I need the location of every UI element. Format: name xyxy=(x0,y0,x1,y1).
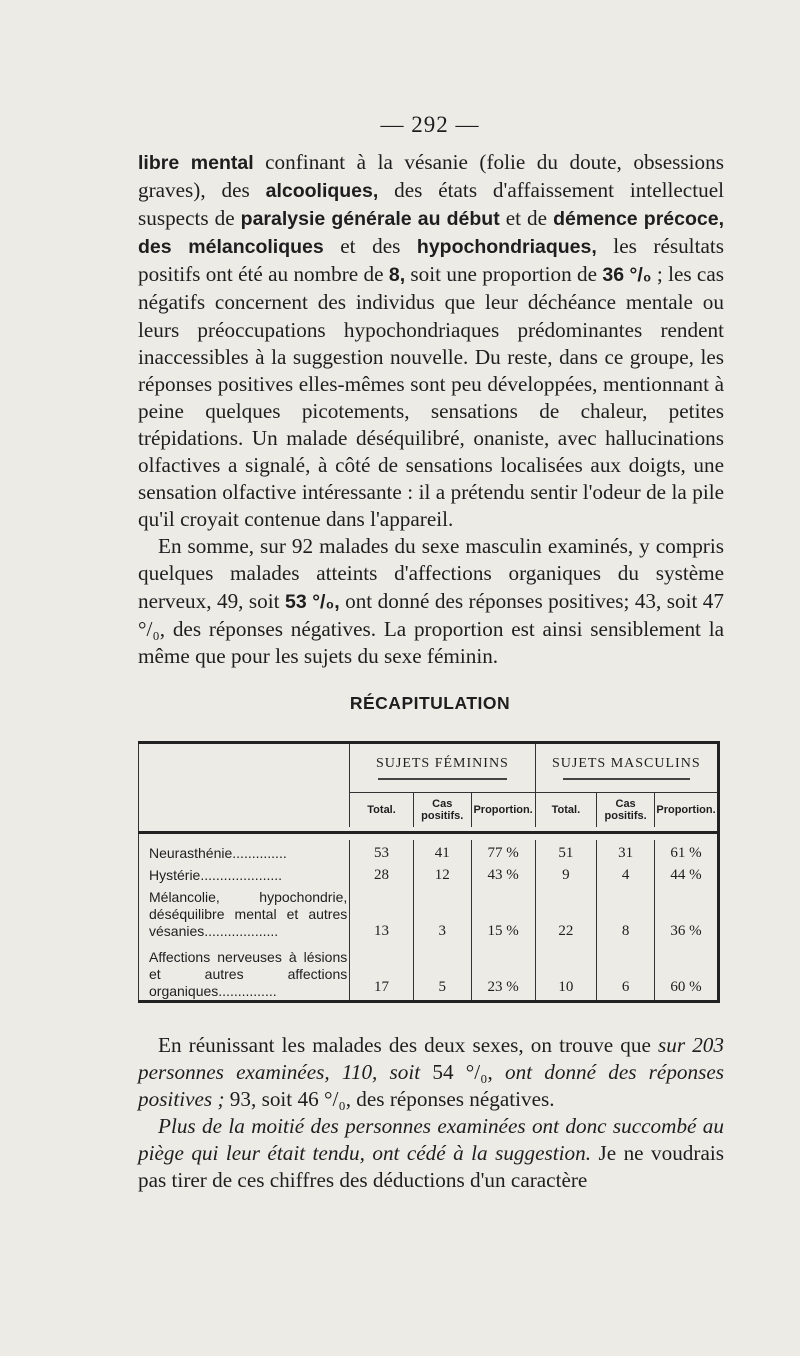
cell-f-pos: 41 xyxy=(413,840,471,862)
text-run: alcooliques, xyxy=(265,180,379,203)
text-run: sur 203 personnes examinées, 110, soit xyxy=(138,1033,724,1085)
text-run: et des xyxy=(323,234,417,259)
row-label: Hystérie..................... xyxy=(149,867,283,883)
cell-m-pos: 6 xyxy=(597,940,655,1002)
brace-line xyxy=(563,778,690,780)
cell-f-total: 28 xyxy=(350,862,414,884)
col-header-proportion: Proportion. xyxy=(655,793,719,828)
group-header-masculine xyxy=(535,743,718,793)
text-run: des mélancoliques xyxy=(138,236,324,259)
text-run: et de xyxy=(499,206,554,231)
text-run: 93, soit 46 °/₀, des réponses négatives. xyxy=(224,1087,555,1112)
cell-f-pos: 12 xyxy=(413,862,471,884)
col-header-proportion: Proportion. xyxy=(471,793,535,828)
recap-title: RÉCAPITULATION xyxy=(349,693,511,713)
paragraph-4 xyxy=(138,1113,724,1194)
cell-m-total: 9 xyxy=(535,862,597,884)
cell-f-prop: 77 % xyxy=(471,840,535,862)
row-label: Neurasthénie.............. xyxy=(149,845,287,861)
body-text-bottom xyxy=(138,1032,724,1195)
cell-m-prop: 36 % xyxy=(655,884,719,940)
text-run: 36 °/₀ xyxy=(602,264,652,287)
cell-m-total: 22 xyxy=(535,884,597,940)
text-run: ont donné des réponses positives ; xyxy=(138,1060,725,1112)
text-run: 54 °/₀, xyxy=(420,1060,505,1085)
cell-f-pos: 5 xyxy=(413,940,471,1002)
spacer xyxy=(139,833,719,841)
cell-f-total: 13 xyxy=(350,884,414,940)
paragraph-3 xyxy=(138,1032,724,1113)
body-text-top xyxy=(138,149,724,670)
text-run: Plus de la moitié des personnes examinées ont donc succombé au piège qui leur était tendu, ont cédé à la suggestion. xyxy=(138,1114,724,1166)
text-run: les résultats positifs ont été au nombre de xyxy=(138,234,724,287)
col-header-total: Total. xyxy=(350,793,414,828)
cell-m-total: 10 xyxy=(535,940,597,1002)
group-label: SUJETS MASCULINS xyxy=(551,756,701,771)
text-run: libre mental xyxy=(138,152,254,174)
row-label: Affections nerveuses à lésions et autres affections organiques............... xyxy=(149,949,348,999)
cell-m-pos: 8 xyxy=(597,884,655,940)
text-run: 53 °/₀, xyxy=(284,590,340,613)
cell-f-total: 17 xyxy=(350,940,414,1002)
cell-f-prop: 43 % xyxy=(471,862,535,884)
table-row xyxy=(139,862,719,884)
corner-cell xyxy=(139,743,350,828)
cell-m-total: 51 xyxy=(535,840,597,862)
text-run: ; les cas négatifs concernent des individus que leur déchéance mentale ou leurs préoccupations hypochondriaques prédominantes rendent inaccessibles à la suggestion nouvelle. Du reste, dans ce groupe, les réponses positives elles-mêmes sont peu développées, mentionnant à peine quelques picotements, sensations de chaleur, petites trépidations. Un malade déséquilibré, onaniste, avec hallucinations olfactives a signalé, à côté de sensations localisées aux doigts, une sensation olfactive intéressante : il a prétendu sentir l'odeur de la pile qu'il croyait contenue dans l'appareil. xyxy=(138,262,724,532)
col-header-total: Total. xyxy=(535,793,597,828)
cell-f-prop: 23 % xyxy=(471,940,535,1002)
cell-m-prop: 44 % xyxy=(655,862,719,884)
text-run: paralysie générale au début xyxy=(240,208,500,231)
cell-m-prop: 60 % xyxy=(655,940,719,1002)
group-header-feminine xyxy=(350,743,535,793)
row-label: Mélancolie, hypochondrie, déséquilibre mental et autres vésanies................... xyxy=(149,889,348,939)
cell-f-total: 53 xyxy=(350,840,414,862)
page-number: — 292 — xyxy=(380,112,480,137)
col-header-positive: Cas positifs. xyxy=(413,793,471,828)
text-run: démence précoce, xyxy=(553,208,724,231)
group-label: SUJETS FÉMININS xyxy=(375,756,509,771)
table-row xyxy=(139,840,719,862)
text-run: 8, xyxy=(388,264,406,287)
text-run: ont donné des réponses positives; 43, soit 47 °/₀, des réponses négatives. La proportion est ainsi sensiblement la même que pour les sujets du sexe féminin. xyxy=(138,588,724,668)
text-run: En réunissant les malades des deux sexes, on trouve que xyxy=(158,1033,659,1057)
brace-line xyxy=(378,778,507,780)
cell-m-pos: 4 xyxy=(597,862,655,884)
cell-m-pos: 31 xyxy=(597,840,655,862)
text-run: soit une proportion de xyxy=(405,262,603,287)
cell-m-prop: 61 % xyxy=(655,840,719,862)
cell-f-prop: 15 % xyxy=(471,884,535,940)
text-run: Je ne voudrais pas tirer de ces chiffres des déductions d'un caractère xyxy=(138,1141,724,1193)
paragraph-2 xyxy=(138,533,724,669)
text-run: des états d'affaissement intellectuel suspects de xyxy=(138,178,724,231)
col-header-positive: Cas positifs. xyxy=(597,793,655,828)
table-row xyxy=(139,940,719,1002)
text-run: confinant à la vésanie (folie du doute, obsessions graves), des xyxy=(138,150,724,203)
text-run: hypochondriaques, xyxy=(416,236,597,259)
recap-table xyxy=(138,741,720,1003)
text-run: En somme, sur 92 malades du sexe masculin examinés, y compris quelques malades atteints d'affections organiques du système nerveux, 49, soit xyxy=(138,534,724,613)
paragraph-1 xyxy=(138,149,724,533)
table-row xyxy=(139,884,719,940)
cell-f-pos: 3 xyxy=(413,884,471,940)
